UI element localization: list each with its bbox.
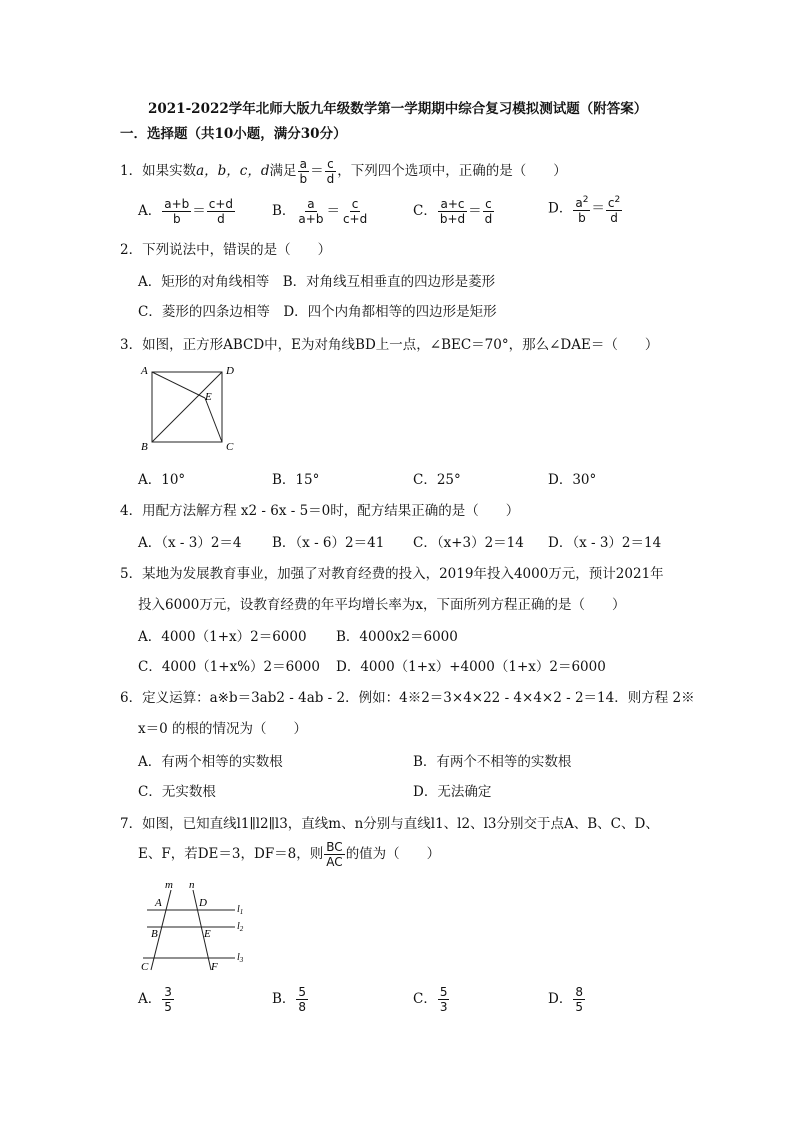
question-7-line-1: 7．如图，已知直线l1∥l2∥l3，直线m、n分别与直线l1、l2、l3分别交于点A、B、C、D、 bbox=[120, 816, 659, 832]
q6-option-d[interactable]: D．无法确定 bbox=[413, 784, 492, 800]
label-c: C bbox=[226, 441, 234, 453]
q4-option-a[interactable]: A．（x - 3）2＝4 bbox=[138, 535, 242, 551]
label-a: A bbox=[155, 897, 162, 909]
question-5-line-2: 投入6000万元，设教育经费的年平均增长率为x，下面所列方程正确的是（ ） bbox=[138, 597, 626, 613]
question-5-line-1: 5．某地为发展教育事业，加强了对教育经费的投入，2019年投入4000万元，预计2021年 bbox=[120, 566, 664, 582]
q3-option-c[interactable]: C．25° bbox=[413, 472, 461, 488]
q3-option-b[interactable]: B．15° bbox=[272, 472, 320, 488]
question-2-stem: 2．下列说法中，错误的是（ ） bbox=[120, 242, 332, 258]
square-figure bbox=[138, 362, 238, 454]
parallel-lines-figure bbox=[135, 878, 265, 978]
q4-option-d[interactable]: D．（x - 3）2＝14 bbox=[548, 535, 662, 551]
q6-option-b[interactable]: B．有两个不相等的实数根 bbox=[413, 754, 572, 770]
q5-option-d[interactable]: D．4000（1+x）+4000（1+x）2＝6000 bbox=[336, 659, 606, 675]
q5-option-c[interactable]: C．4000（1+x%）2＝6000 bbox=[138, 659, 320, 675]
q1-option-c[interactable]: C． $\frac{a+c}{b+d}$ ＝ $\frac{c}{d}$ bbox=[413, 197, 493, 226]
label-n: n bbox=[189, 879, 195, 891]
label-e: E bbox=[204, 928, 211, 940]
q2-options-row-1[interactable]: A．矩形的对角线相等 B．对角线互相垂直的四边形是菱形 bbox=[138, 274, 496, 290]
label-d: D bbox=[226, 365, 234, 377]
q4-option-c[interactable]: C．（x+3）2＝14 bbox=[413, 535, 524, 551]
q1-option-d[interactable]: D． $\frac{a^2}{b}$ ＝ $\frac{c^2}{d}$ bbox=[548, 195, 621, 225]
label-b: B bbox=[141, 441, 148, 453]
label-e: E bbox=[205, 391, 212, 403]
label-m: m bbox=[165, 879, 173, 891]
label-d: D bbox=[199, 897, 207, 909]
question-3-stem: 3．如图，正方形ABCD中，E为对角线BD上一点，∠BEC＝70°，那么∠DAE＝（ ） bbox=[120, 337, 659, 353]
label-l1: $l_1$ bbox=[237, 904, 244, 916]
q1-option-a[interactable]: A． $\frac{a+b}{b}$ ＝ $\frac{c+d}{d}$ bbox=[138, 197, 234, 226]
q5-option-b[interactable]: B．4000x2＝6000 bbox=[336, 629, 458, 645]
q2-options-row-2[interactable]: C．菱形的四条边相等 D．四个内角都相等的四边形是矩形 bbox=[138, 304, 497, 320]
q6-option-c[interactable]: C．无实数根 bbox=[138, 784, 216, 800]
label-b: B bbox=[151, 928, 158, 940]
label-l2: $l_2$ bbox=[237, 921, 244, 933]
section-heading: 一．选择题（共10小题，满分30分） bbox=[120, 126, 347, 142]
q3-option-d[interactable]: D．30° bbox=[548, 472, 597, 488]
q1-option-b[interactable]: B． $\frac{a}{a+b}$ ＝ $\frac{c}{c+d}$ bbox=[272, 197, 368, 226]
question-1-stem: 1．如果实数a，b，c，d满足 $\frac{a}{b}$ ＝ $\frac{c}{d}$ ，下列四个选项中，正确的是（ ） bbox=[120, 157, 567, 186]
q7-option-d[interactable]: D． $\frac{8}{5}$ bbox=[548, 985, 583, 1014]
question-6-line-1: 6．定义运算：a※b＝3ab2 - 4ab - 2．例如：4※2＝3×4×22 - 4×4×2 - 2＝14．则方程 2※ bbox=[120, 690, 695, 706]
q5-option-a[interactable]: A．4000（1+x）2＝6000 bbox=[138, 629, 307, 645]
q6-option-a[interactable]: A．有两个相等的实数根 bbox=[138, 754, 283, 770]
q7-option-c[interactable]: C． $\frac{5}{3}$ bbox=[413, 985, 448, 1014]
question-4-stem: 4．用配方法解方程 x2 - 6x - 5＝0时，配方结果正确的是（ ） bbox=[120, 503, 520, 519]
label-f: F bbox=[211, 961, 218, 973]
q3-option-a[interactable]: A．10° bbox=[138, 472, 186, 488]
page-title: 2021-2022学年北师大版九年级数学第一学期期中综合复习模拟测试题（附答案） bbox=[148, 101, 648, 117]
label-l3: $l_3$ bbox=[237, 952, 244, 964]
label-a: A bbox=[141, 365, 148, 377]
q4-option-b[interactable]: B．（x - 6）2＝41 bbox=[272, 535, 385, 551]
question-7-line-2: E、F，若DE＝3，DF＝8，则 $\frac{BC}{AC}$ 的值为（ ） bbox=[138, 840, 441, 869]
label-c: C bbox=[141, 961, 149, 973]
question-6-line-2: x＝0 的根的情况为（ ） bbox=[138, 721, 307, 737]
q7-option-a[interactable]: A． $\frac{3}{5}$ bbox=[138, 985, 172, 1014]
q7-option-b[interactable]: B． $\frac{5}{8}$ bbox=[272, 985, 307, 1014]
